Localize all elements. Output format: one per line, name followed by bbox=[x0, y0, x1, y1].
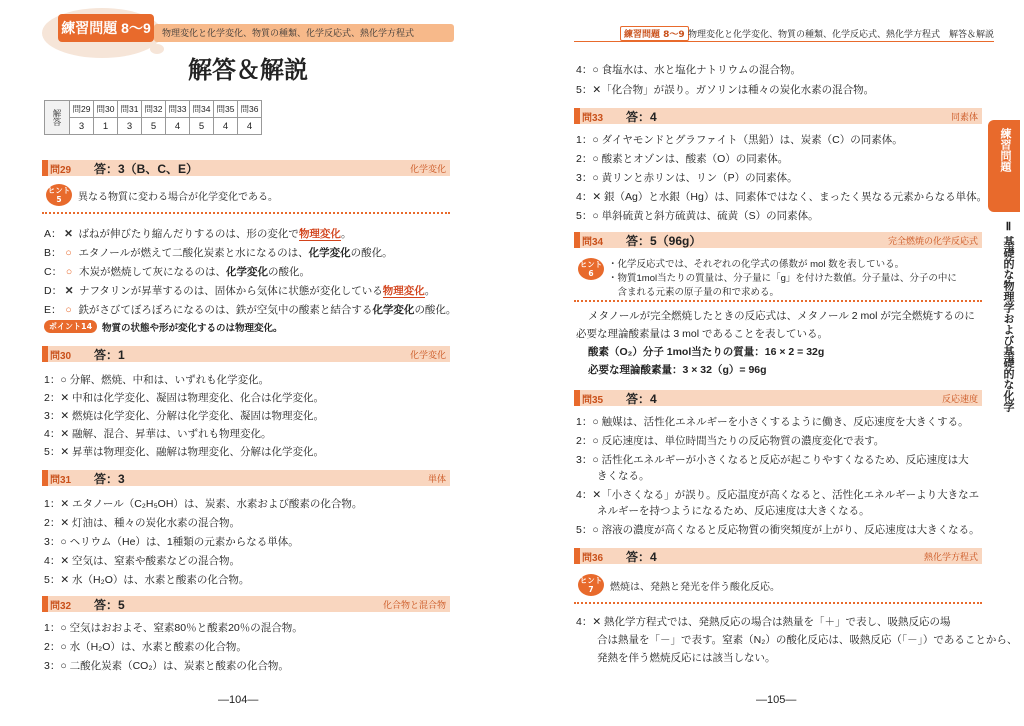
q30-line: 3：✕ 燃焼は化学変化、分解は化学変化、凝固は物理変化。 bbox=[44, 410, 325, 422]
q33-header bbox=[574, 108, 982, 124]
q32-line: 3：○ 二酸化炭素（CO₂）は、炭素と酸素の化合物。 bbox=[44, 660, 289, 672]
side-tab-label: 練習問題 bbox=[999, 128, 1011, 172]
exercise-badge: 練習問題 8～9 bbox=[58, 14, 154, 42]
cloud-dot bbox=[150, 44, 164, 54]
q34-topic: 完全燃焼の化学反応式 bbox=[887, 236, 978, 246]
table-col: 問35 bbox=[214, 101, 238, 118]
q35-num: 問35 bbox=[582, 395, 604, 406]
q33-line: 3：○ 黄リンと赤リンは、リン（P）の同素体。 bbox=[576, 172, 798, 184]
line-prefix: A： bbox=[44, 228, 62, 240]
circle-icon: ○ bbox=[65, 304, 72, 316]
q34-body: 必要な理論酸素量は 3 mol であることを表している。 bbox=[576, 328, 829, 340]
q34-body: 酸素（O₂）分子 1mol当たりの質量：16 × 2 = 32g bbox=[588, 346, 825, 358]
q35-line: 3：○ 活性化エネルギーが小さくなると反応が起こりやすくなるため、反応速度は大 bbox=[576, 454, 969, 466]
q34-answer: 答：5（96g） bbox=[626, 234, 702, 248]
chapter-vertical-text: Ⅱ 基礎的な物理学および基礎的な化学 bbox=[1002, 220, 1014, 413]
line-keyword: 物理変化 bbox=[382, 285, 425, 297]
table-col: 問29 bbox=[70, 101, 94, 118]
q32-answer: 答：5 bbox=[94, 598, 125, 612]
q35-answer: 答：4 bbox=[626, 392, 657, 406]
q29-answer: 答：3（B、C、E） bbox=[94, 162, 199, 176]
q29-line-a bbox=[44, 226, 351, 241]
page-number: —104— bbox=[218, 694, 259, 706]
q36-header bbox=[574, 548, 982, 564]
q30-line: 2：✕ 中和は化学変化、凝固は物理変化、化合は化学変化。 bbox=[44, 392, 325, 404]
q36-hint: 燃焼は、発熱と発光を伴う酸化反応。 bbox=[610, 582, 780, 593]
table-col: 問30 bbox=[94, 101, 118, 118]
q31-line: 1：✕ エタノール（C₂H₅OH）は、炭素、水素および酸素の化合物。 bbox=[44, 498, 363, 510]
q31-answer: 答：3 bbox=[94, 472, 125, 486]
q34-body: 必要な理論酸素量：3 × 32（g）= 96g bbox=[588, 364, 767, 376]
table-col: 問34 bbox=[190, 101, 214, 118]
line-text: 木炭が燃焼して灰になるのは、 bbox=[79, 266, 227, 278]
q33-topic: 同素体 bbox=[950, 112, 978, 122]
right-page bbox=[512, 0, 1024, 726]
running-header-text: 物理変化と化学変化、物質の種類、化学反応式、熱化学方程式 解答＆解説 bbox=[688, 29, 995, 39]
q31-line: 4：✕ 空気は、窒素や酸素などの混合物。 bbox=[44, 555, 241, 567]
divider bbox=[574, 300, 982, 302]
q36-line: 合は熱量を「－」で表す。窒素（N₂）の酸化反応は、吸熱反応（「－」）であることから、 bbox=[576, 634, 1018, 646]
q32-num: 問32 bbox=[50, 601, 72, 612]
q36-line: 4：✕ 熱化学方程式では、発熱反応の場合は熱量を「＋」で表し、吸熱反応の場 bbox=[576, 616, 951, 628]
line-tail: 。 bbox=[424, 285, 436, 297]
q33-line: 5：○ 単斜硫黄と斜方硫黄は、硫黄（S）の同素体。 bbox=[576, 210, 819, 222]
table-col: 問32 bbox=[142, 101, 166, 118]
table-val: 4 bbox=[238, 118, 262, 135]
answer-table bbox=[44, 100, 262, 135]
line-text: 鉄がさびてぼろぼろになるのは、鉄が空気中の酸素と結合する bbox=[78, 304, 373, 316]
line-tail: 。 bbox=[340, 228, 352, 240]
q30-line: 5：✕ 昇華は物理変化、融解は物理変化、分解は化学変化。 bbox=[44, 446, 325, 458]
table-val: 5 bbox=[142, 118, 166, 135]
q36-topic: 熱化学方程式 bbox=[923, 552, 978, 562]
q33-line: 4：✕ 銀（Ag）と水銀（Hg）は、同素体ではなく、まったく異なる元素からなる単体。 bbox=[576, 191, 988, 203]
q34-hint: 含まれる元素の原子量の和で求める。 bbox=[608, 287, 780, 298]
q34-hint: ・物質1mol当たりの質量は、分子量に「g」を付けた数値。分子量は、分子の中に bbox=[608, 273, 957, 284]
hint-icon: ヒント6 bbox=[579, 260, 603, 278]
header-text: 物理変化と化学変化、物質の種類、化学反応式、熱化学方程式 bbox=[162, 28, 415, 38]
q35-topic: 反応速度 bbox=[941, 394, 978, 404]
hint-icon: ヒント5 bbox=[47, 186, 71, 204]
table-col: 問33 bbox=[166, 101, 190, 118]
q35-header bbox=[574, 390, 982, 406]
point-text: 物質の状態や形が変化するのは物理変化。 bbox=[102, 323, 283, 334]
q36-num: 問36 bbox=[582, 553, 604, 564]
q33-line: 2：○ 酸素とオゾンは、酸素（O）の同素体。 bbox=[576, 153, 789, 165]
table-val: 5 bbox=[190, 118, 214, 135]
q29-line-d bbox=[44, 283, 435, 298]
top-line: 4：○ 食塩水は、水と塩化ナトリウムの混合物。 bbox=[576, 64, 801, 76]
q29-header bbox=[42, 160, 450, 176]
table-val: 3 bbox=[118, 118, 142, 135]
circle-icon: ○ bbox=[65, 247, 72, 259]
line-keyword: 化学変化 bbox=[308, 247, 351, 259]
page-number: —105— bbox=[756, 694, 797, 706]
line-prefix: B： bbox=[44, 247, 62, 259]
q34-num: 問34 bbox=[582, 237, 604, 248]
line-tail: の酸化。 bbox=[350, 247, 393, 259]
table-val: 4 bbox=[166, 118, 190, 135]
point-badge: ポイント14 bbox=[44, 320, 97, 333]
top-line: 5：✕「化合物」が誤り。ガソリンは種々の炭化水素の混合物。 bbox=[576, 84, 875, 96]
line-prefix: D： bbox=[44, 285, 63, 297]
q33-num: 問33 bbox=[582, 113, 604, 124]
q29-num: 問29 bbox=[50, 165, 72, 176]
line-tail: の酸化。 bbox=[414, 304, 457, 316]
line-text: エタノールが燃えて二酸化炭素と水になるのは、 bbox=[78, 247, 309, 259]
line-text: ばねが伸びたり縮んだりするのは、形の変化で bbox=[78, 228, 299, 240]
line-prefix: E： bbox=[44, 304, 62, 316]
divider bbox=[42, 212, 450, 214]
side-tab[interactable] bbox=[988, 120, 1020, 212]
q35-line: きくなる。 bbox=[576, 470, 650, 482]
q35-line: 2：○ 反応速度は、単位時間当たりの反応物質の濃度変化で表す。 bbox=[576, 435, 885, 447]
hint-icon: ヒント7 bbox=[579, 576, 603, 594]
q31-line: 5：✕ 水（H₂O）は、水素と酸素の化合物。 bbox=[44, 574, 250, 586]
q29-line-b bbox=[44, 245, 393, 260]
circle-icon: ○ bbox=[65, 266, 73, 278]
q33-line: 1：○ ダイヤモンドとグラファイト（黒鉛）は、炭素（C）の同素体。 bbox=[576, 134, 903, 146]
line-keyword: 化学変化 bbox=[226, 266, 269, 278]
q30-line: 1：○ 分解、燃焼、中和は、いずれも化学変化。 bbox=[44, 374, 270, 386]
q31-line: 3：○ ヘリウム（He）は、1種類の元素からなる単体。 bbox=[44, 536, 299, 548]
table-col: 問36 bbox=[238, 101, 262, 118]
q29-line-c bbox=[44, 264, 310, 279]
q30-num: 問30 bbox=[50, 351, 72, 362]
q30-topic: 化学変化 bbox=[409, 350, 446, 360]
q29-line-e bbox=[44, 302, 456, 317]
q31-topic: 単体 bbox=[427, 474, 446, 484]
q30-header bbox=[42, 346, 450, 362]
line-prefix: C： bbox=[44, 266, 63, 278]
line-keyword: 物理変化 bbox=[298, 228, 341, 240]
answer-row-label: 解答 bbox=[45, 101, 70, 135]
q31-line: 2：✕ 灯油は、種々の炭化水素の混合物。 bbox=[44, 517, 241, 529]
cross-icon: ✕ bbox=[64, 285, 74, 297]
q32-topic: 化合物と混合物 bbox=[382, 600, 446, 610]
table-val: 1 bbox=[94, 118, 118, 135]
q33-answer: 答：4 bbox=[626, 110, 657, 124]
q32-header bbox=[42, 596, 450, 612]
divider bbox=[574, 602, 982, 604]
q29-topic: 化学変化 bbox=[409, 164, 446, 174]
q34-body: メタノールが完全燃焼したときの反応式は、メタノール 2 mol が完全燃焼するのに bbox=[588, 310, 975, 322]
q30-line: 4：✕ 融解、混合、昇華は、いずれも物理変化。 bbox=[44, 428, 272, 440]
q35-line: 1：○ 触媒は、活性化エネルギーを小さくするように働き、反応速度を大きくする。 bbox=[576, 416, 969, 428]
q34-header bbox=[574, 232, 982, 248]
q34-hint: ・化学反応式では、それぞれの化学式の係数が mol 数を表している。 bbox=[608, 259, 905, 270]
table-val: 3 bbox=[70, 118, 94, 135]
q36-answer: 答：4 bbox=[626, 550, 657, 564]
cross-icon: ✕ bbox=[64, 228, 73, 240]
q29-hint: 異なる物質に変わる場合が化学変化である。 bbox=[78, 192, 278, 203]
header-bar bbox=[154, 24, 454, 42]
q35-line: 5：○ 溶液の濃度が高くなると反応物質の衝突頻度が上がり、反応速度は大きくなる。 bbox=[576, 524, 980, 536]
q30-answer: 答：1 bbox=[94, 348, 125, 362]
q31-num: 問31 bbox=[50, 475, 72, 486]
table-val: 4 bbox=[214, 118, 238, 135]
exercise-tag: 練習問題 8～9 bbox=[620, 26, 689, 41]
q35-line: ネルギーを持つようになるため、反応速度は大きくなる。 bbox=[576, 505, 870, 517]
q36-line: 発熱を伴う燃焼反応には該当しない。 bbox=[576, 652, 776, 664]
q31-header bbox=[42, 470, 450, 486]
line-text: ナフタリンが昇華するのは、固体から気体に状態が変化している bbox=[79, 285, 383, 297]
line-keyword: 化学変化 bbox=[372, 304, 415, 316]
page-title: 解答＆解説 bbox=[188, 57, 308, 84]
q35-line: 4：✕「小さくなる」が誤り。反応温度が高くなると、活性化エネルギーより大きなエ bbox=[576, 489, 980, 501]
q32-line: 2：○ 水（H₂O）は、水素と酸素の化合物。 bbox=[44, 641, 247, 653]
q32-line: 1：○ 空気はおおよそ、窒素80％と酸素20％の混合物。 bbox=[44, 622, 303, 634]
table-col: 問31 bbox=[118, 101, 142, 118]
line-tail: の酸化。 bbox=[268, 266, 311, 278]
